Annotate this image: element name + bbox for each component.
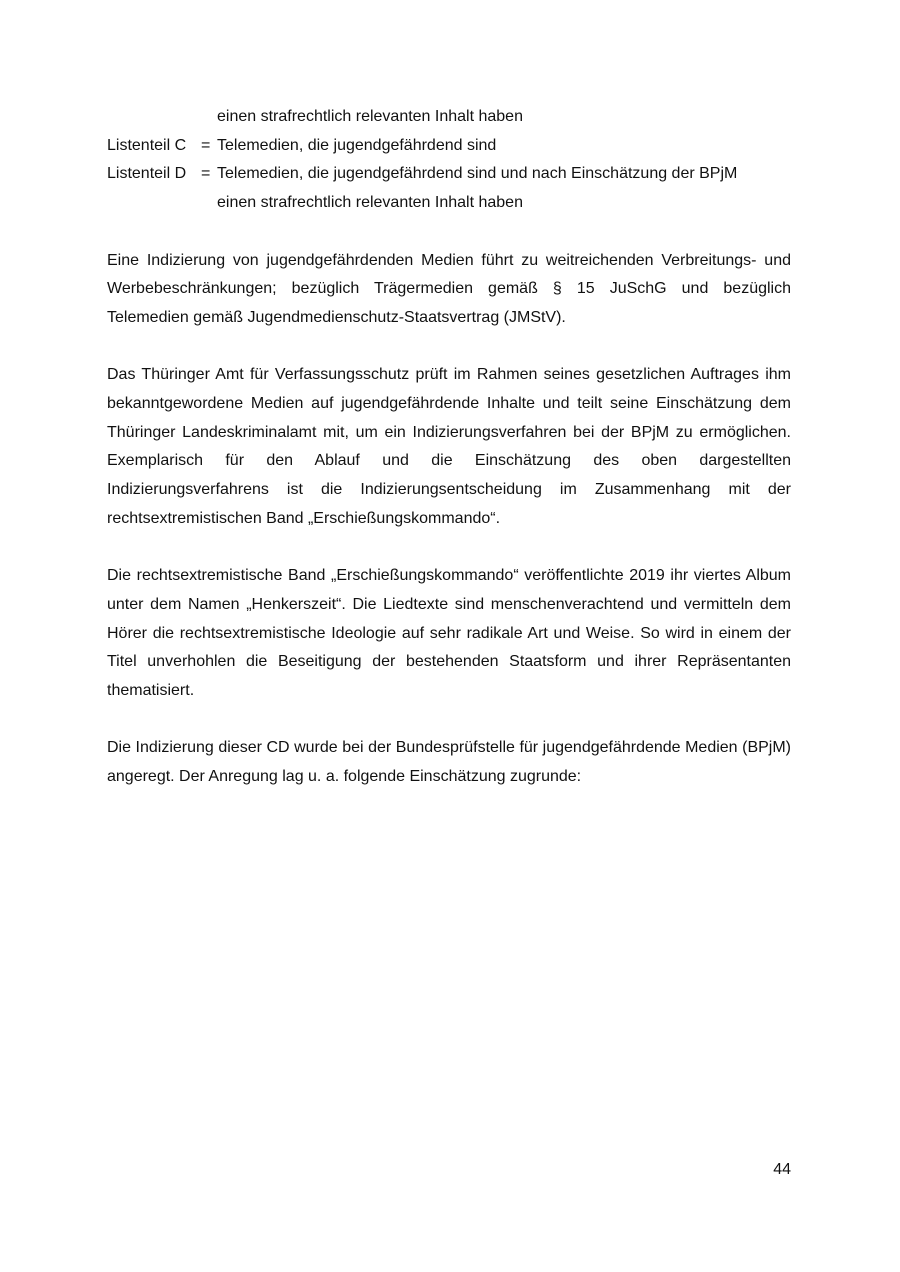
paragraph-band-album: Die rechtsextremistische Band „Erschießungskommando“ veröffentlichte 2019 ihr viertes Album unter dem Namen „Henkerszeit“. Die Liedtexte sind menschenverachtend und vermitteln dem Hörer die rechtsextremistische Ideologie auf sehr radikale Art und Weise. So wird in einem der Titel unverhohlen die Beseitigung der bestehenden Staatsform und ihrer Repräsentanten thematisiert. [107,567,791,700]
list-item-c [107,132,791,161]
list-label-d: Listenteil D [107,165,187,183]
list-text-c: Telemedien, die jugendgefährdend sind [217,136,497,154]
list-item-d [107,160,791,189]
list-equals-c: = [201,136,211,154]
list-label-c: Listenteil C [107,136,187,154]
list-text-d: Telemedien, die jugendgefährdend sind und nach Einschätzung der BPjM [217,165,738,183]
list-continuation-b: einen strafrechtlich relevanten Inhalt haben [217,108,523,125]
paragraph-indexing-request: Die Indizierung dieser CD wurde bei der Bundesprüfstelle für jugendgefährdende Medien (BPjM) angeregt. Der Anregung lag u. a. folgende Einschätzung zugrunde: [107,739,791,786]
paragraph-verfassungsschutz-review: Das Thüringer Amt für Verfassungsschutz prüft im Rahmen seines gesetzlichen Auftrages ihm bekanntgewordene Medien auf jugendgefährdende Inhalte und teilt seine Einschätzung dem Thüringer Landeskriminalamt mit, um ein Indizierungsverfahren bei der BPjM zu ermöglichen. Exemplarisch für den Ablauf und die Einschätzung des oben dargestellten Indizierungsverfahrens ist die Indizierungsentscheidung im Zusammenhang mit der rechtsextremistischen Band „Erschießungskommando“. [107,366,791,527]
list-continuation-d: einen strafrechtlich relevanten Inhalt haben [217,194,523,212]
paragraph-indexing-effects: Eine Indizierung von jugendgefährdenden Medien führt zu weitreichenden Verbreitungs- und Werbebeschränkungen; bezüglich Trägermedien gemäß § 15 JuSchG und bezüglich Telemedien gemäß Jugendmedienschutz-Staatsvertrag (JMStV). [107,251,791,326]
page-content [107,103,791,792]
page-number: 44 [773,1161,791,1178]
list-equals-d: = [201,165,211,183]
